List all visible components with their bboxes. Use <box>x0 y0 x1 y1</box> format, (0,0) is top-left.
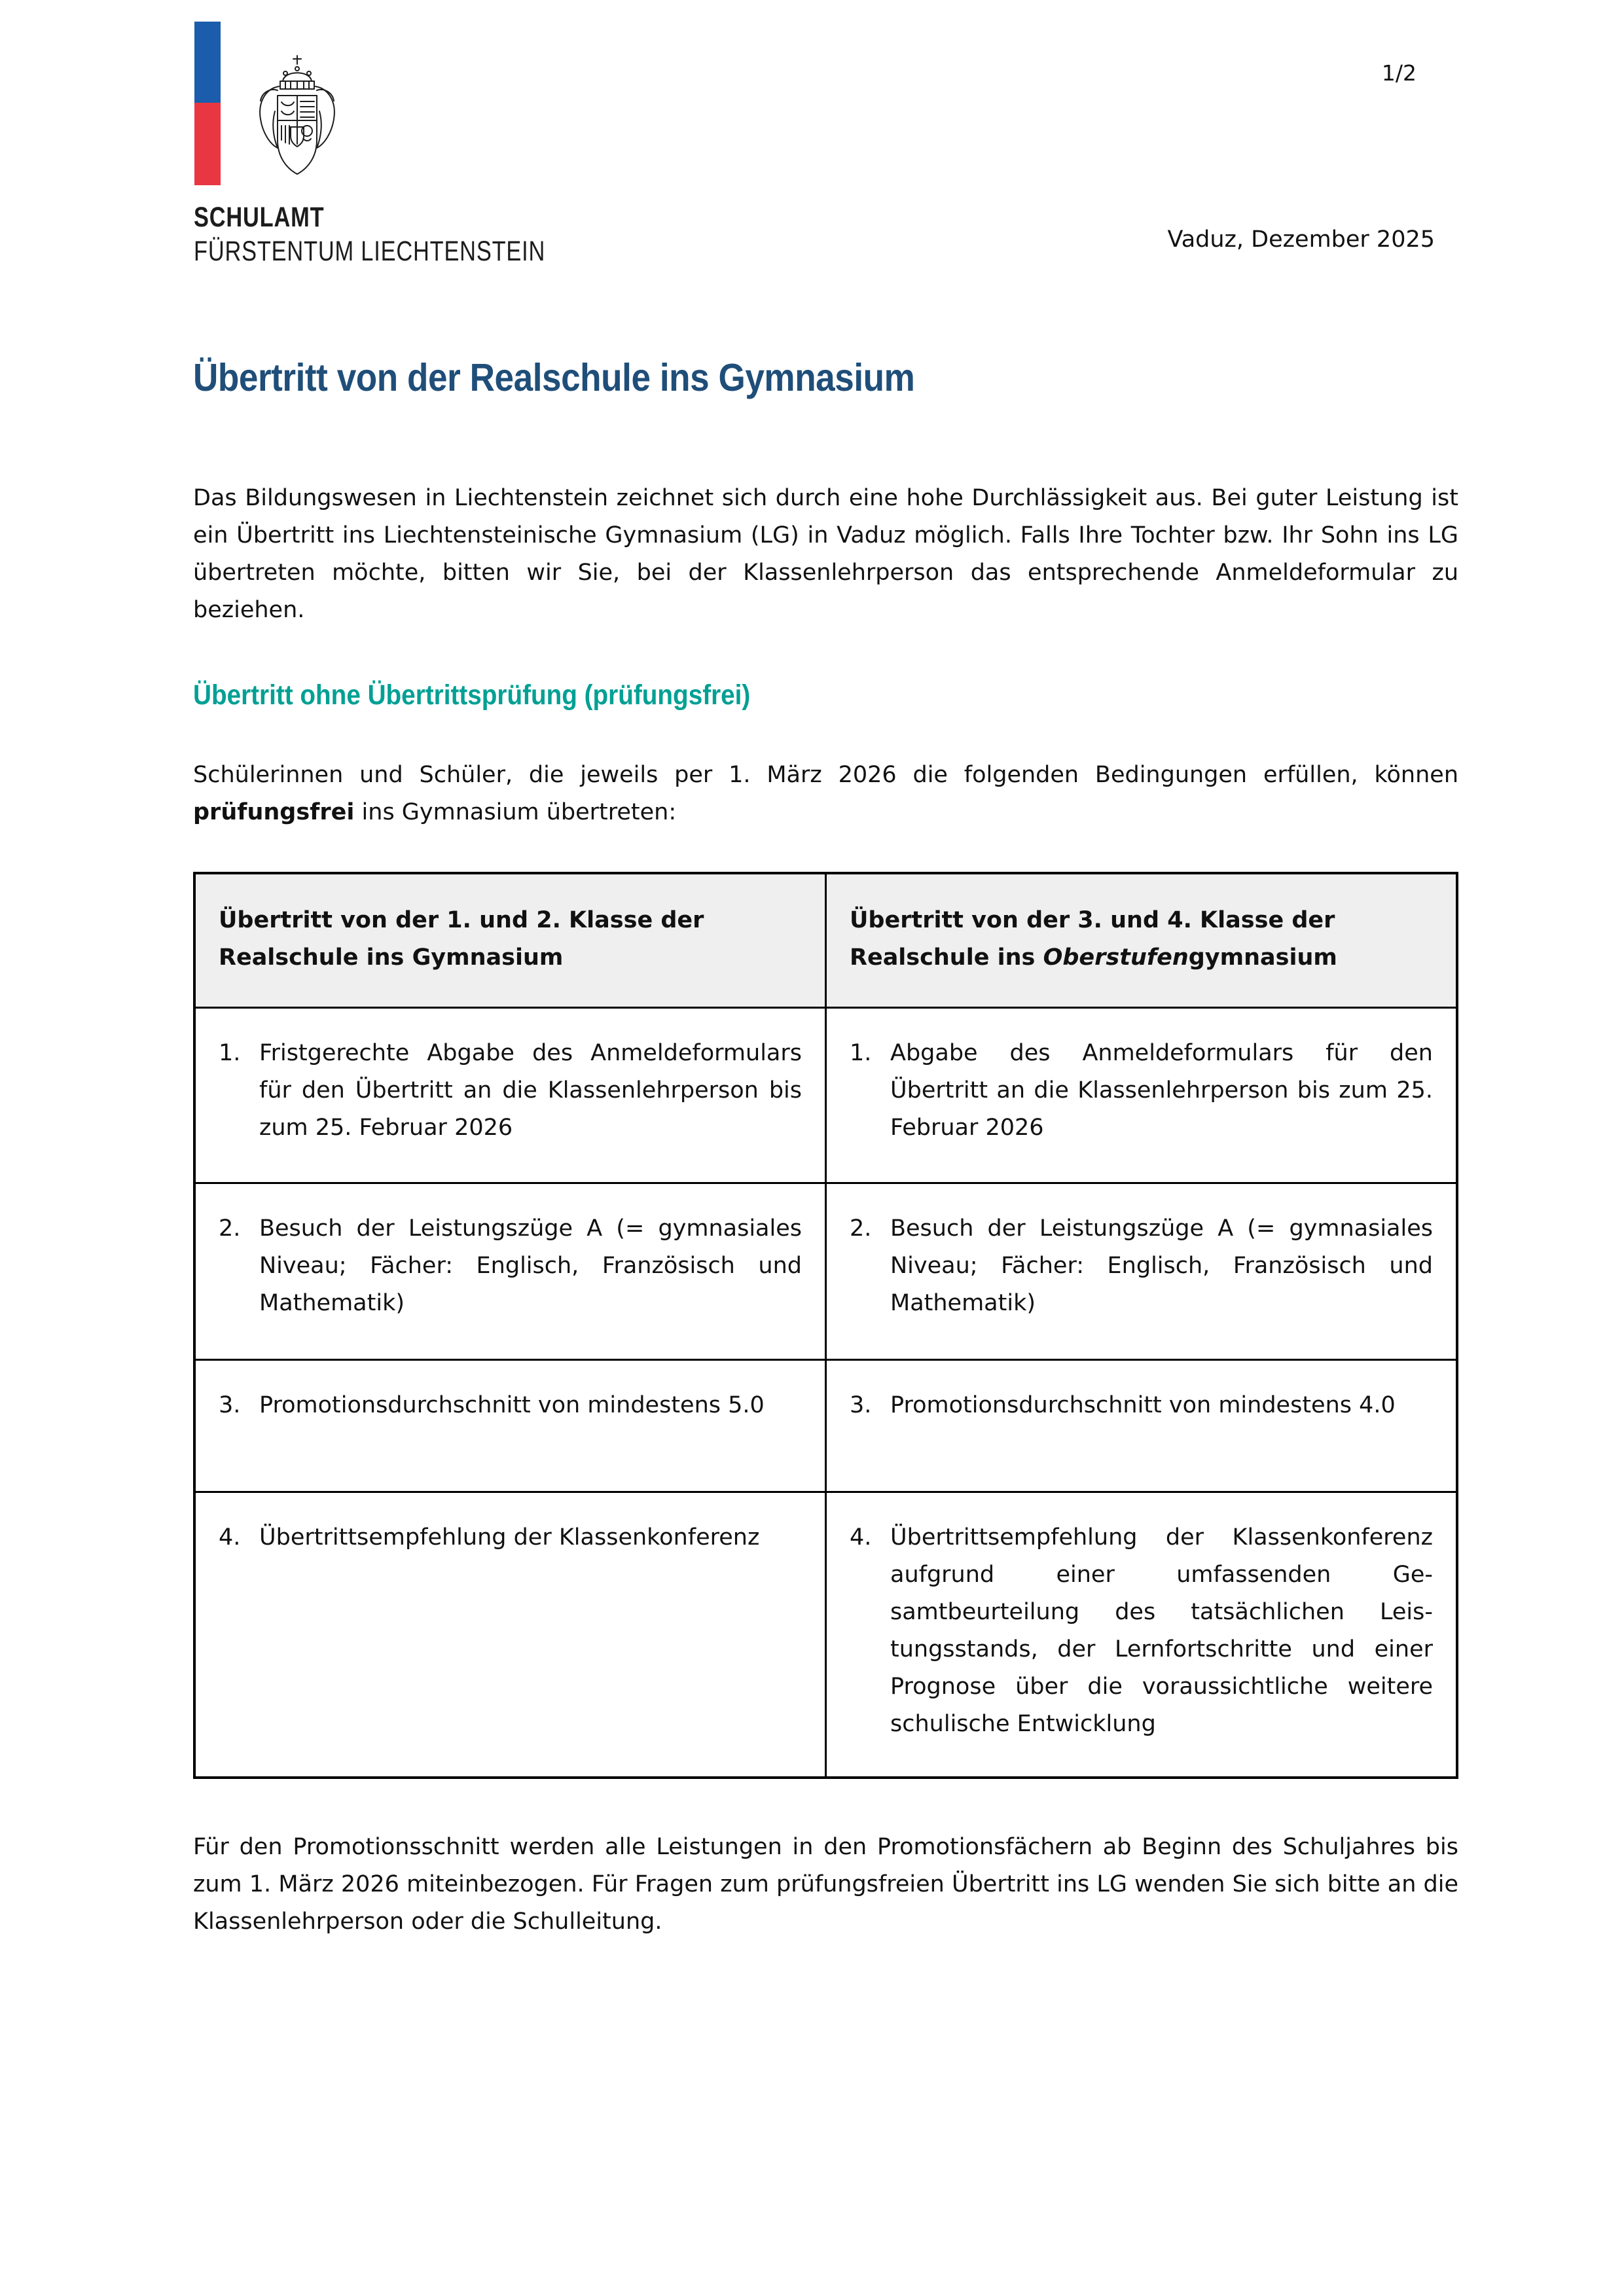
table-row <box>194 1007 1457 1183</box>
table-header-right <box>826 873 1458 1007</box>
list-number: 4. <box>219 1524 241 1551</box>
table-cell-right-4 <box>826 1492 1458 1778</box>
table-cell-left-4 <box>194 1492 826 1778</box>
section-intro-text-after: ins Gymnasium übertreten: <box>354 799 677 825</box>
logo-color-bar <box>194 22 221 185</box>
list-number: 2. <box>219 1215 241 1242</box>
list-number: 1. <box>850 1039 872 1066</box>
section-intro-text: Schülerinnen und Schüler, die jeweils per 1. März 2026 die folgenden Bedingungen erfüllen, können <box>193 762 1458 788</box>
condition-text: Promotionsdurchschnitt von mindestens 5.0 <box>259 1391 765 1418</box>
table-row <box>194 1183 1457 1359</box>
document-body <box>193 353 1458 1941</box>
section-heading: Übertritt ohne Übertrittsprüfung (prüfungsfrei) <box>193 679 751 711</box>
list-number: 4. <box>850 1524 872 1551</box>
condition-text: Besuch der Leistungszüge A (= gymnasiales Niveau; Fächer: Englisch, Französisch und Mathematik) <box>259 1215 802 1316</box>
logo-bar-red <box>194 103 221 185</box>
table-cell-right-2 <box>826 1183 1458 1359</box>
table-header-right-suffix: gymnasium <box>1188 944 1337 971</box>
document-title: Übertritt von der Realschule ins Gymnasium <box>193 356 915 399</box>
table-cell-right-1 <box>826 1007 1458 1183</box>
condition-text: Übertrittsempfehlung der Klassenkonferenz <box>259 1524 760 1551</box>
intro-paragraph: Das Bildungswesen in Liechtenstein zeichnet sich durch eine hohe Durchlässigkeit aus. Bei guter Leistung ist ein Übertritt ins Liechtensteinische Gymnasium (LG) in Vaduz möglich. Falls Ihre Tochter bzw. Ihr Sohn ins LG übertreten möchte, bitten wir Sie, bei der Klassenlehrperson das entsprechende Anmeldeformular zu beziehen. <box>193 485 1458 623</box>
table-row <box>194 1359 1457 1492</box>
table-header-right-italic: Oberstufen <box>1043 944 1189 971</box>
list-number: 2. <box>850 1215 872 1242</box>
liechtenstein-coat-of-arms-icon <box>240 54 355 187</box>
table-cell-left-2 <box>194 1183 826 1359</box>
list-number: 3. <box>219 1391 241 1418</box>
table-header-row <box>194 873 1457 1007</box>
table-cell-right-3 <box>826 1359 1458 1492</box>
date-line: Vaduz, Dezember 2025 <box>1167 226 1435 253</box>
condition-text: Übertrittsempfehlung der Klassenkonferenz aufgrund einer umfassenden Gesamtbeurteilung des tatsächlichen Leistungsstands, der Lernfortschritte und einer Prognose über die voraussichtliche weitere schulische Entwicklung <box>890 1524 1433 1737</box>
table-row <box>194 1492 1457 1778</box>
page-number: 1/2 <box>1381 60 1416 86</box>
logo-bar-blue <box>194 22 221 103</box>
table-cell-left-1 <box>194 1007 826 1183</box>
condition-text: Promotionsdurchschnitt von mindestens 4.0 <box>890 1391 1396 1418</box>
table-cell-left-3 <box>194 1359 826 1492</box>
section-intro-bold: prüfungsfrei <box>193 799 355 825</box>
org-subtitle: FÜRSTENTUM LIECHTENSTEIN <box>194 236 546 267</box>
section-intro-paragraph <box>193 757 1458 831</box>
table-header-left <box>194 873 826 1007</box>
table-header-right-prefix: Übertritt von der 3. und 4. Klasse der Realschule ins <box>850 907 1335 971</box>
condition-text: Fristgerechte Abgabe des Anmeldeformulars für den Übertritt an die Klassenlehrperson bis zum 25. Februar 2026 <box>259 1039 802 1141</box>
condition-text: Besuch der Leistungszüge A (= gymnasiales Niveau; Fächer: Englisch, Französisch und Mathematik) <box>890 1215 1433 1316</box>
org-name: SCHULAMT <box>194 202 325 233</box>
list-number: 3. <box>850 1391 872 1418</box>
list-number: 1. <box>219 1039 241 1066</box>
table-header-left-text: Übertritt von der 1. und 2. Klasse der Realschule ins Gymnasium <box>219 907 704 971</box>
closing-paragraph: Für den Promotionsschnitt werden alle Leistungen in den Promotionsfächern ab Beginn des Schuljahres bis zum 1. März 2026 miteinbezogen. Für Fragen zum prüfungsfreien Übertritt ins LG wenden Sie sich bitte an die Klassenlehrperson oder die Schulleitung. <box>193 1834 1458 1935</box>
condition-text: Abgabe des Anmeldeformulars für den Übertritt an die Klassenlehrperson bis zum 25. Februar 2026 <box>890 1039 1433 1141</box>
conditions-table <box>193 872 1458 1779</box>
